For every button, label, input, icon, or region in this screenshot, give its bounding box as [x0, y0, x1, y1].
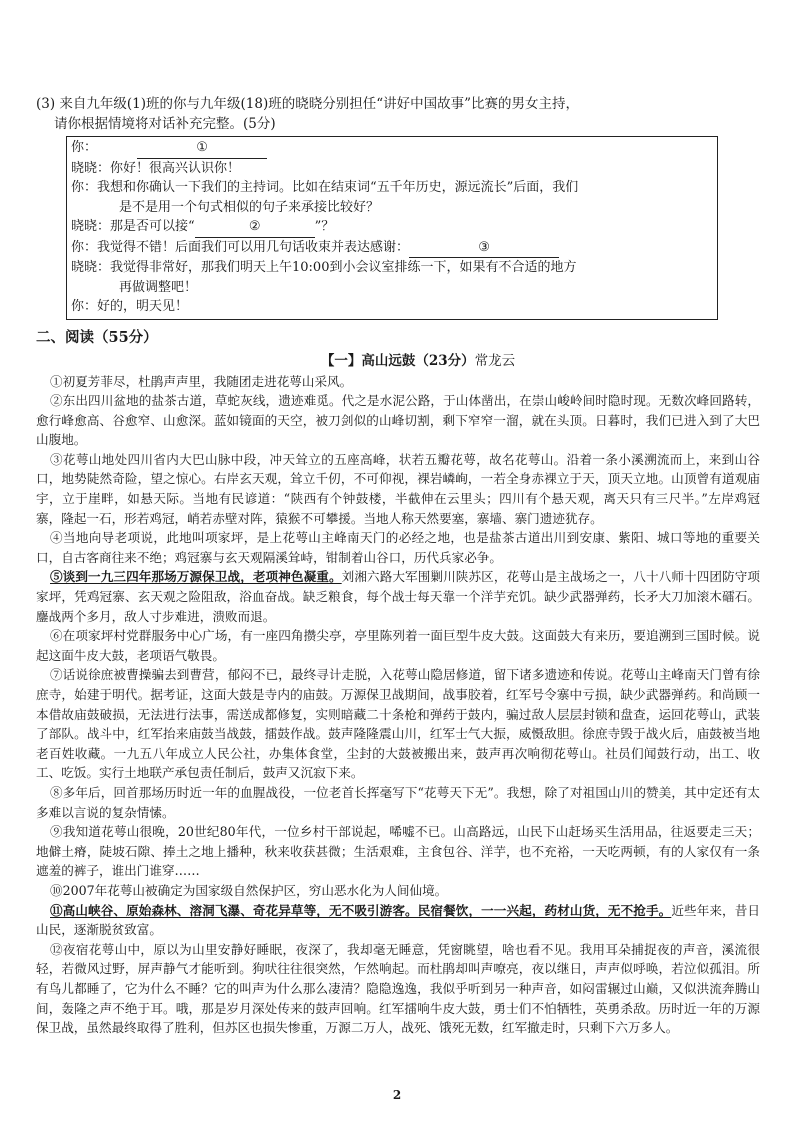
paragraph-11-underlined: ⑪高山峡谷、原始森林、溶洞飞瀑、奇花异草等，无不吸引游客。民宿餐饮，一一兴起，药材山货，无不抢手。 [50, 902, 672, 918]
answer-blank-3[interactable]: ③ [409, 238, 559, 259]
dialog-line-4-start: 晓晓：那是否可以接“ [71, 219, 195, 234]
dialog-line-3-cont: 是不是用一个句式相似的句子来承接比较好？ [119, 199, 380, 215]
dialog-line-4 [71, 217, 711, 238]
article-bracket: 【一】 [320, 352, 362, 369]
article-author: 常龙云 [474, 352, 516, 369]
question-3-prompt [36, 94, 760, 134]
paragraph-8: ⑧多年后，回首那场历时近一年的血腥战役，一位老首长挥毫写下“花萼天下无”。我想，除了对祖国山川的赞美，其中定还有太多难以言说的复杂情愫。 [36, 784, 760, 820]
question-3-line-2: 请你根据情境将对话补充完整。(5分) [54, 116, 276, 132]
dialog-box [66, 136, 718, 320]
article-title [76, 349, 760, 369]
dialog-line-6: 晓晓：我觉得非常好，那我们明天上午10:00到小会议室排练一下，如果有不合适的地方 [71, 260, 577, 275]
speaker-you: 你： [71, 140, 98, 155]
paragraph-10: ⑩2007年花萼山被确定为国家级自然保护区，穷山恶水化为人间仙境。 [50, 882, 448, 898]
paragraph-12: ⑫夜宿花萼山中，原以为山里安静好睡眠，夜深了，我却毫无睡意，凭窗眺望，啥也看不见。我用耳朵捕捉夜的声音，溪流很轻，若微风过野，屏声静气才能听到。狗吠往往很突然，乍然响起。而杜鹃却叫声嘹亮，夜以继日，声声似呼唤，若泣似孤泪。所有鸟儿都睡了，它为什么不睡？它的叫声为什么那么凄清？隐隐逸逸，我似乎听到另一种声音，如闷雷辗过山巅，又似洪流奔腾山间，轰隆之声不绝于耳。哦，那是岁月深处传来的鼓声回响。红军擂响牛皮大鼓，勇士们不怕牺牲，英勇杀敌。历时近一年的万源保卫战，虽然最终取得了胜利，但苏区也损失惨重，万源二万人，战死、饿死无数，红军撤走时，只剩下六万多人。 [36, 941, 760, 1036]
dialog-line-4-end: ”？ [314, 219, 335, 234]
paragraph-2: ②东出四川盆地的盐茶古道，草蛇灰线，遗迹难觅。代之是水泥公路，于山体凿出，在崇山峻岭间时隐时现。无数次峰回路转，愈行峰愈高、谷愈窄、山愈深。蓝如镜面的天空，被刀剑似的山峰切割，剩下窄窄一溜，就在头顶。日暮时，我们已进入到了大巴山腹地。 [36, 393, 760, 448]
section-heading: 二、阅读（55分） [36, 328, 158, 346]
paragraph-11-rest: 近些年来，昔日山民，逐渐脱贫致富。 [36, 902, 761, 938]
paragraph-7: ⑦话说徐庶被曹操骗去到曹营，郁闷不已，最终寻计走脱，入花萼山隐居修道，留下诸多遗迹和传说。花萼山主峰南天门曾有徐庶寺，始建于明代。据考证，这面大鼓是寺内的庙鼓。万源保卫战期间，战事胶着，红军号令寨中亏损，缺少武器弹药。和尚顾一本借故庙鼓破损，无法进行法事，需送成都修复，实则暗藏二十条枪和弹药于鼓内，骗过敌人层层封锁和盘查，运回花萼山，武装了部队。战斗中，红军抬来庙鼓当战鼓，擂鼓作战。鼓声隆隆震山川，红军士气大振，威慑敌胆。徐庶寺毁于战火后，庙鼓被当地老百姓收藏。一九五八年成立人民公社，办集体食堂，尘封的大鼓被搬出来，鼓声再次响彻花萼山。社员们闻鼓行动，出工、收工、吃饭。实行土地联产承包责任制后，鼓声又沉寂下来。 [36, 667, 760, 781]
dialog-line-3: 你：我想和你确认一下我们的主持词。比如在结束词“五千年历史，源远流长”后面，我们 [71, 180, 579, 195]
question-3-line-1: (3) 来自九年级(1)班的你与九年级(18)班的晓晓分别担任“讲好中国故事”比赛的男女主持， [36, 96, 580, 112]
dialog-line-1 [71, 138, 711, 159]
paragraph-11 [36, 901, 760, 940]
paragraph-6: ⑥在项家坪村党群服务中心广场，有一座四角攒尖亭，亭里陈列着一面巨型牛皮大鼓。这面鼓大有来历，要追溯到三国时候。说起这面牛皮大鼓，老项语气敬畏。 [36, 628, 760, 663]
dialog-line-6-cont: 再做调整吧！ [119, 279, 198, 295]
paragraph-4: ④当地向导老项说，此地叫项家坪，是上花萼山主峰南天门的必经之地，也是盐茶古道出川到安康、紫阳、城口等地的重要关口，自古客商往来不绝；鸡冠寨与玄天观隔溪耸峙，钳制着山谷口，历代兵家必争。 [36, 530, 760, 565]
dialog-line-5-start: 你：我觉得不错！后面我们可以用几句话收束并表达感谢： [71, 239, 410, 255]
paragraph-9: ⑨我知道花萼山很晚，20世纪80年代，一位乡村干部说起，唏嘘不已。山高路远，山民下山赶场买生活用品，往返要走三天；地僻土瘠，陡坡石隙、捧土之地上播种，秋来收获甚微；生活艰难，主食包谷、洋芋，也不充裕，一天吃两顿，有的人家仅有一条遮羞的裤子，谁出门谁穿…… [36, 824, 760, 879]
article-title-text: 高山远鼓（23分） [361, 352, 475, 369]
paragraph-5 [36, 567, 760, 626]
answer-blank-2[interactable]: ② [195, 217, 315, 238]
paragraph-5-underlined: ⑤谈到一九三四年那场万源保卫战，老项神色凝重。 [50, 569, 342, 585]
exam-page [36, 94, 760, 1038]
page-number: 2 [392, 1088, 402, 1102]
paragraph-5-rest: 刘湘六路大军围剿川陕苏区，花萼山是主战场之一，八十八师十四团防守项家坪，凭鸡冠寨、玄天观之险阻敌，浴血奋战。缺乏粮食，每个战士每天靠一个洋芋充饥。缺少武器弹药，长矛大刀加滚木礌石。鏖战两个多月，敌人寸步难进，溃败而退。 [36, 569, 761, 624]
dialog-line-2: 晓晓：你好！很高兴认识你！ [71, 160, 241, 176]
dialog-line-7: 你：好的，明天见！ [71, 299, 189, 314]
paragraph-3: ③花萼山地处四川省内大巴山脉中段，冲天耸立的五座高峰，状若五瓣花萼，故名花萼山。沿着一条小溪溯流而上，来到山谷口，地势陡然奇险，望之惊心。右岸玄天观，耸立千仞，不可仰视，裸岩嶙峋，一若全身赤裸立于天，顶天立地。山顶曾有道观庙宇，立于崖畔，如悬天际。当地有民谚道：“陕西有个钟鼓楼，半截伸在云里头；四川有个悬天观，离天只有三尺半。”左岸鸡冠寨，隆起一石，形若鸡冠，峭若赤壁对阵，猿猴不可攀援。当地人称天然要塞，寨墙、寨门遗迹犹存。 [36, 451, 760, 526]
paragraph-1: ①初夏芳菲尽，杜鹃声声里，我随团走进花萼山采风。 [50, 373, 353, 389]
dialog-line-5 [71, 238, 711, 259]
answer-blank-1[interactable]: ① [137, 138, 267, 159]
